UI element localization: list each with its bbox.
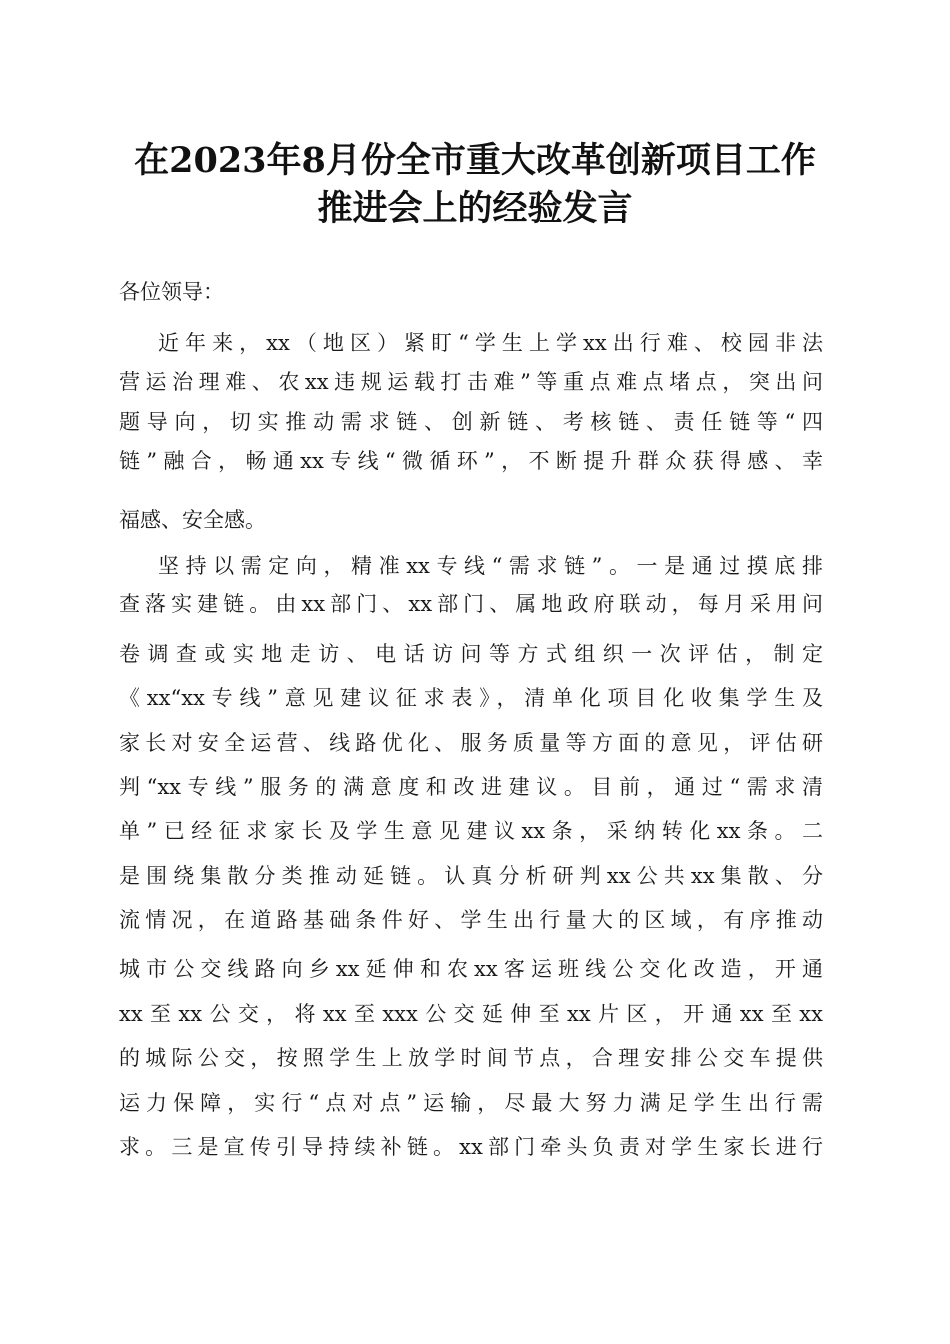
paragraph-2-line-12: 的城际公交，按照学生上放学时间节点，合理安排公交车提供 xyxy=(119,1046,823,1070)
paragraph-2-line-14: 求。三是宣传引导持续补链。xx部门牵头负责对学生家长进行 xyxy=(119,1135,823,1159)
paragraph-2-line-2: 查落实建链。由xx部门、xx部门、属地政府联动，每月采用问 xyxy=(119,592,823,616)
paragraph-2-line-1: 坚持以需定向，精准xx专线“需求链”。一是通过摸底排 xyxy=(158,554,823,578)
paragraph-2-line-3: 卷调查或实地走访、电话访问等方式组织一次评估，制定 xyxy=(119,642,823,666)
paragraph-2-line-9: 流情况，在道路基础条件好、学生出行量大的区域，有序推动 xyxy=(119,908,823,932)
paragraph-2-line-5: 家长对安全运营、线路优化、服务质量等方面的意见，评估研 xyxy=(119,731,823,755)
paragraph-1-line-1: 近年来，xx（地区）紧盯“学生上学xx出行难、校园非法 xyxy=(158,331,823,355)
paragraph-2-line-8: 是围绕集散分类推动延链。认真分析研判xx公共xx集散、分 xyxy=(119,864,823,888)
document-title-line-1: 在2023年8月份全市重大改革创新项目工作 xyxy=(134,140,816,181)
paragraph-2-line-10: 城市公交线路向乡xx延伸和农xx客运班线公交化改造，开通 xyxy=(119,957,823,981)
salutation: 各位领导： xyxy=(119,280,224,304)
paragraph-2-line-13: 运力保障，实行“点对点”运输，尽最大努力满足学生出行需 xyxy=(119,1091,823,1115)
paragraph-1-line-3: 题导向，切实推动需求链、创新链、考核链、责任链等“四 xyxy=(119,410,823,434)
paragraph-2-line-11: xx至xx公交，将xx至xxx公交延伸至xx片区，开通xx至xx xyxy=(119,1002,823,1026)
paragraph-1-line-5: 福感、安全感。 xyxy=(119,508,266,532)
paragraph-2-line-6: 判“xx专线”服务的满意度和改进建议。目前，通过“需求清 xyxy=(119,775,823,799)
paragraph-2-line-4: 《xx“xx专线”意见建议征求表》，清单化项目化收集学生及 xyxy=(119,686,823,710)
document-title-line-2: 推进会上的经验发言 xyxy=(317,188,633,229)
paragraph-2-line-7: 单”已经征求家长及学生意见建议xx条，采纳转化xx条。二 xyxy=(119,819,823,843)
paragraph-1-line-4: 链”融合，畅通xx专线“微循环”，不断提升群众获得感、幸 xyxy=(119,449,823,473)
paragraph-1-line-2: 营运治理难、农xx违规运载打击难”等重点难点堵点，突出问 xyxy=(119,370,823,394)
